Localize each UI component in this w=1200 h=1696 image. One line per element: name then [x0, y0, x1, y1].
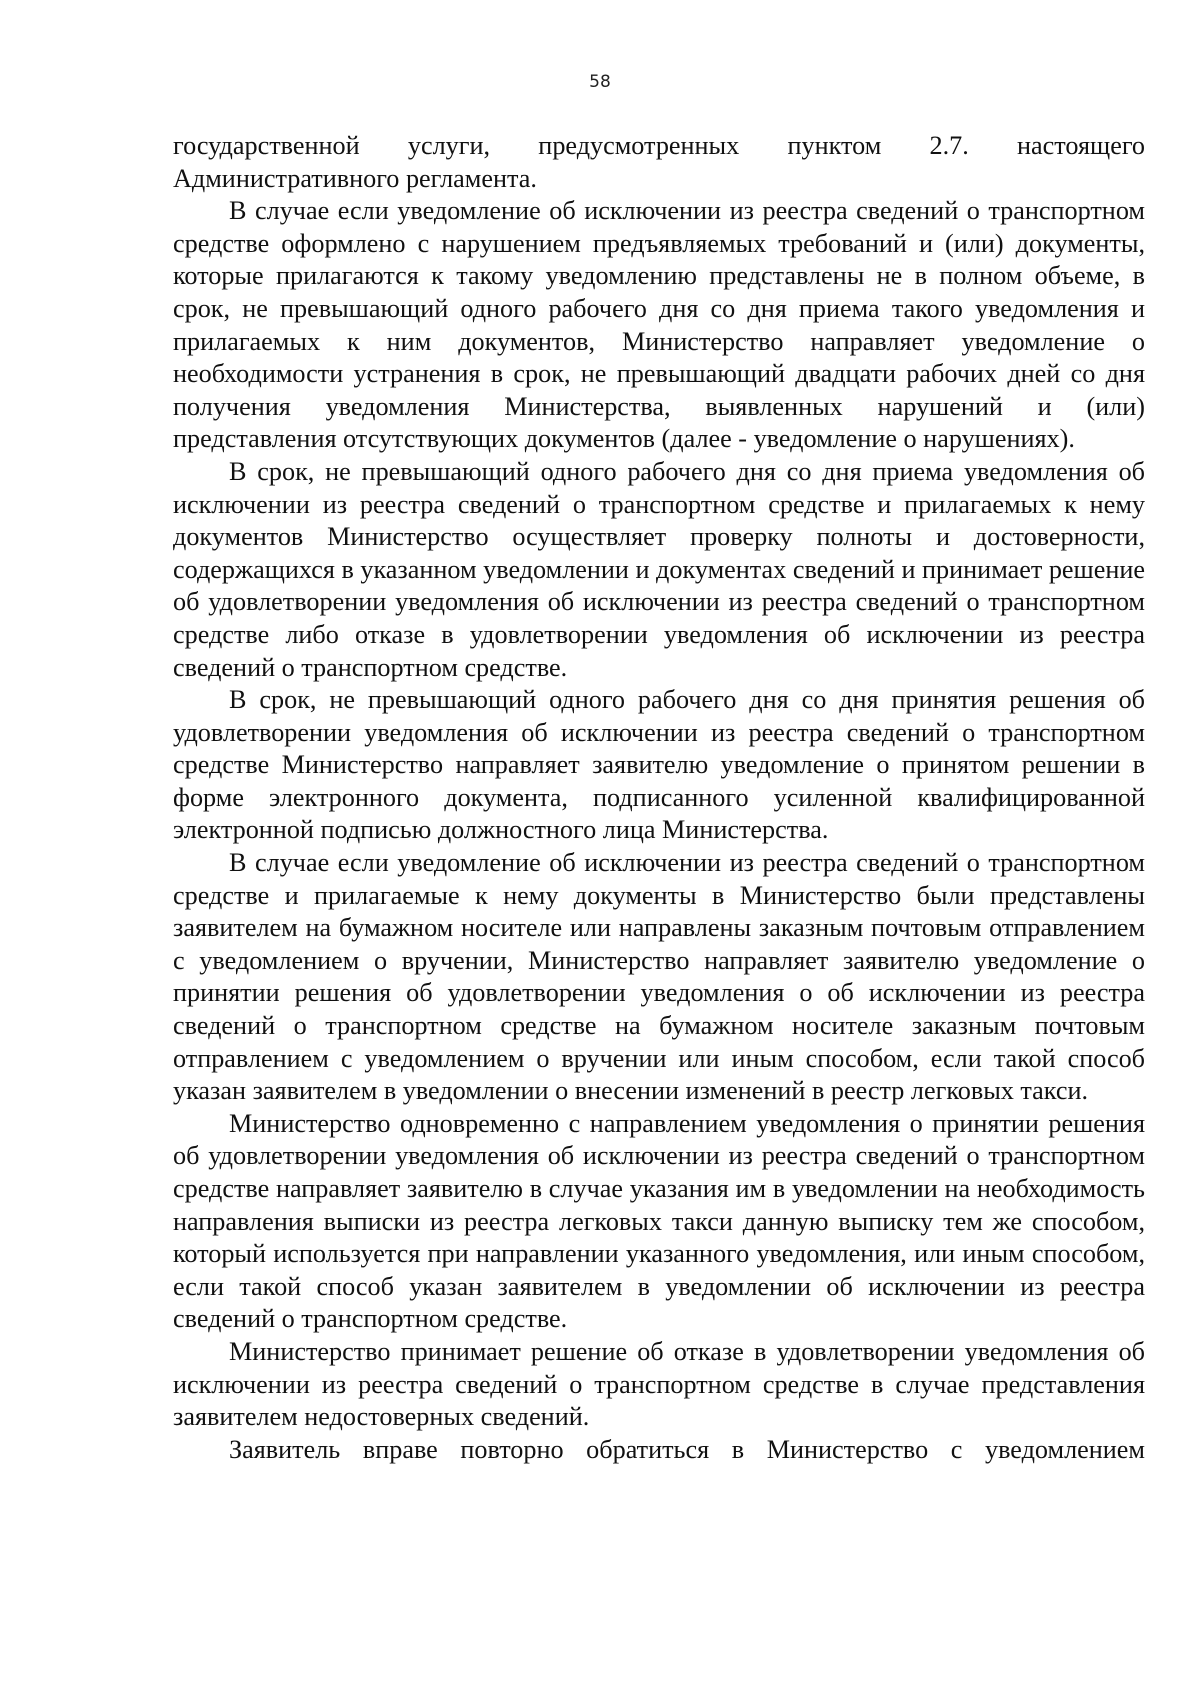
page-number: 58	[589, 72, 611, 92]
paragraph: В срок, не превышающий одного рабочего дня со дня принятия решения об удовлетворении уведомления об исключении из реестра сведений о транспортном средстве Министерство направляет заявителю уведомление о принятом решении в форме электронного документа, подписанного усиленной квалифицированной электронной подписью должностного лица Министерства.	[173, 685, 1145, 845]
paragraph: Министерство принимает решение об отказе в удовлетворении уведомления об исключении из реестра сведений о транспортном средстве в случае представления заявителем недостоверных сведений.	[173, 1336, 1145, 1432]
document-body	[173, 130, 1145, 1466]
paragraph: Министерство одновременно с направлением уведомления о принятии решения об удовлетворении уведомления об исключении из реестра сведений о транспортном средстве направляет заявителю в случае указания им в уведомлении на необходимость направления выписки из реестра легковых такси данную выписку тем же способом, который используется при направлении указанного уведомления, или иным способом, если такой способ указан заявителем в уведомлении об исключении из реестра сведений о транспортном средстве.	[173, 1108, 1145, 1334]
paragraph: В срок, не превышающий одного рабочего дня со дня приема уведомления об исключении из реестра сведений о транспортном средстве и прилагаемых к нему документов Министерство осуществляет проверку полноты и достоверности, содержащихся в указанном уведомлении и документах сведений и принимает решение об удовлетворении уведомления об исключении из реестра сведений о транспортном средстве либо отказе в удовлетворении уведомления об исключении из реестра сведений о транспортном средстве.	[173, 456, 1145, 682]
paragraph: В случае если уведомление об исключении из реестра сведений о транспортном средстве и прилагаемые к нему документы в Министерство были представлены заявителем на бумажном носителе или направлены заказным почтовым отправлением с уведомлением о вручении, Министерство направляет заявителю уведомление о принятии решения об удовлетворении уведомления о об исключении из реестра сведений о транспортном средстве на бумажном носителе заказным почтовым отправлением с уведомлением о вручении или иным способом, если такой способ указан заявителем в уведомлении о внесении изменений в реестр легковых такси.	[173, 848, 1145, 1106]
paragraph: В случае если уведомление об исключении из реестра сведений о транспортном средстве оформлено с нарушением предъявляемых требований и (или) документы, которые прилагаются к такому уведомлению представлены не в полном объеме, в срок, не превышающий одного рабочего дня со дня приема такого уведомления и прилагаемых к ним документов, Министерство направляет уведомление о необходимости устранения в срок, не превышающий двадцати рабочих дней со дня получения уведомления Министерства, выявленных нарушений и (или) представления отсутствующих документов (далее - уведомление о нарушениях).	[173, 196, 1145, 454]
paragraph-continuation: государственной услуги, предусмотренных пунктом 2.7. настоящего Административного регламента.	[173, 131, 1145, 193]
paragraph-continues-next-page: Заявитель вправе повторно обратиться в Министерство с уведомлением	[229, 1434, 1145, 1464]
